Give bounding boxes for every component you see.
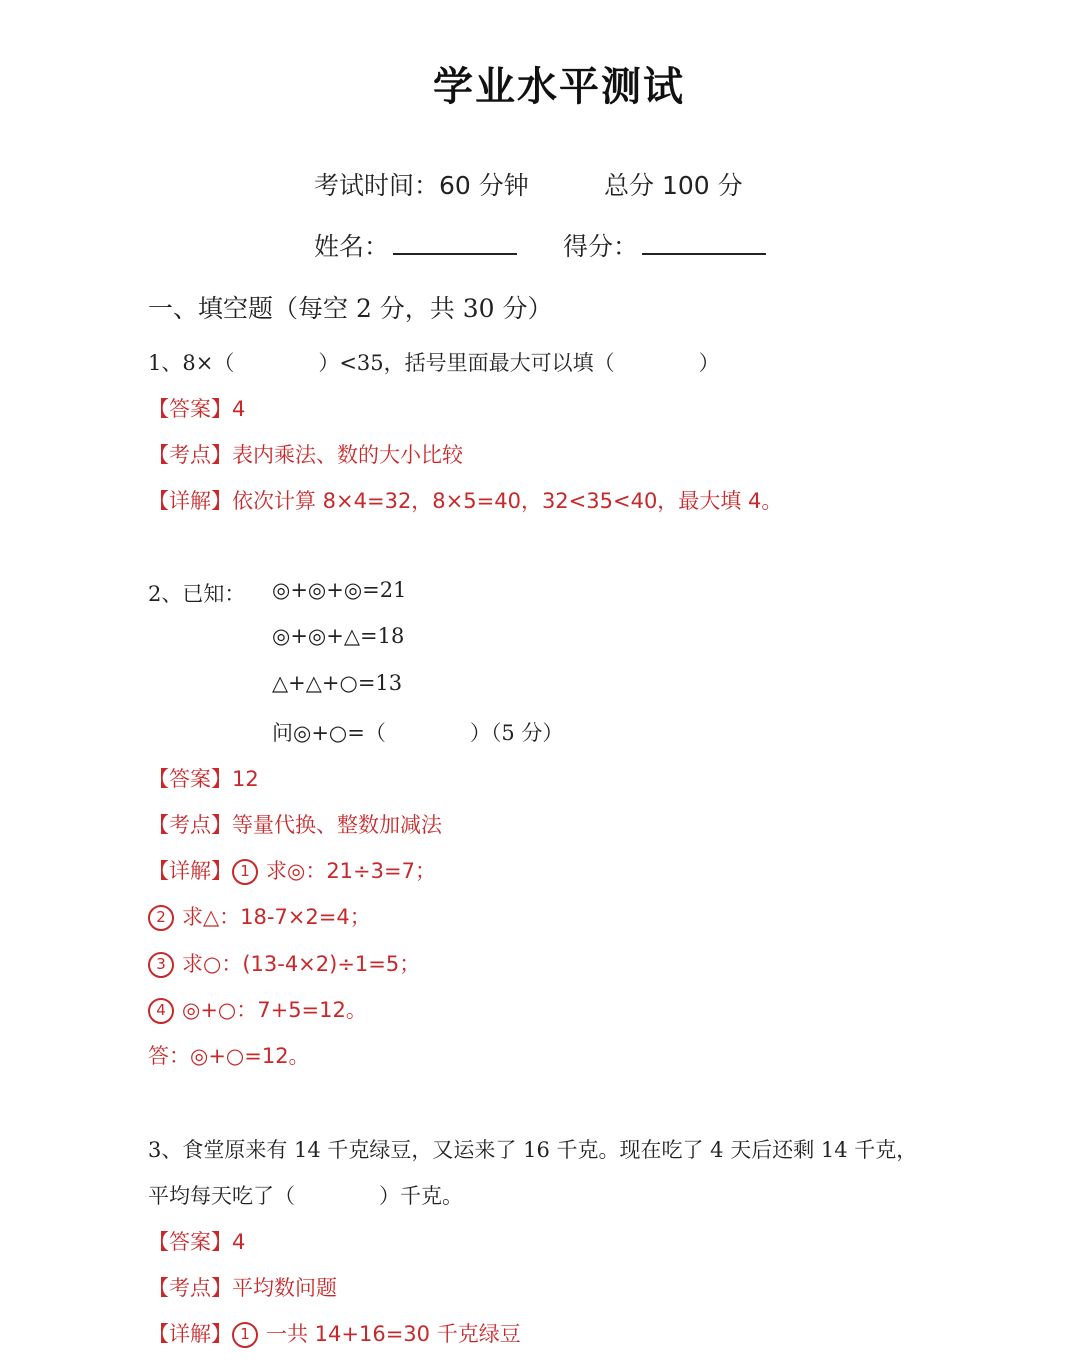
point-label: 【考点】 xyxy=(148,443,232,467)
point-label: 【考点】 xyxy=(148,1276,232,1300)
q2-step-2-row xyxy=(148,901,371,931)
q2-step-4: ◎+○：7+5=12。 xyxy=(182,998,367,1022)
q2-point-value: 等量代换、整数加减法 xyxy=(232,813,442,837)
q3-detail xyxy=(148,1318,521,1348)
q1-answer-value: 4 xyxy=(232,397,246,421)
detail-label: 【详解】 xyxy=(148,1322,232,1346)
q1-detail xyxy=(148,485,782,515)
circled-number-2: 2 xyxy=(148,905,174,931)
q2-detail xyxy=(148,855,436,885)
circled-number-4: 4 xyxy=(148,998,174,1024)
circled-number-1: 1 xyxy=(232,859,258,885)
answer-label: 【答案】 xyxy=(148,1230,232,1254)
point-label: 【考点】 xyxy=(148,813,232,837)
name-row xyxy=(314,227,517,263)
q1-point xyxy=(148,439,463,469)
circled-number-1: 1 xyxy=(232,1322,258,1348)
q2-step-1: 求◎：21÷3=7； xyxy=(266,859,436,883)
q2-point xyxy=(148,809,442,839)
page-title: 学业水平测试 xyxy=(433,64,685,110)
q1-detail-value: 依次计算 8×4=32，8×5=40，32<35<40，最大填 4。 xyxy=(232,489,783,513)
answer-label: 【答案】 xyxy=(148,767,232,791)
q2-answer-value: 12 xyxy=(232,767,259,791)
score-row xyxy=(563,227,766,263)
q2-step-2: 求△：18-7×2=4； xyxy=(182,905,371,929)
section-fill-blank-title: 一、填空题（每空 2 分，共 30 分） xyxy=(148,294,553,323)
q2-step-4-row xyxy=(148,994,367,1024)
q2-step-3-row xyxy=(148,948,420,978)
circled-number-3: 3 xyxy=(148,952,174,978)
question-2-prefix: 2、已知： xyxy=(148,582,246,606)
score-blank[interactable] xyxy=(642,231,766,255)
q3-point-value: 平均数问题 xyxy=(232,1276,337,1300)
q2-equation-2: ◎+◎+△=18 xyxy=(272,624,405,648)
q2-question: 问◎+○=（ ）（5 分） xyxy=(272,721,564,745)
question-3-line-1: 3、食堂原来有 14 千克绿豆，又运来了 16 千克。现在吃了 4 天后还剩 14 千克， xyxy=(148,1138,918,1162)
question-3-line-2: 平均每天吃了（ ）千克。 xyxy=(148,1184,463,1208)
detail-label: 【详解】 xyxy=(148,859,232,883)
detail-label: 【详解】 xyxy=(148,489,232,513)
q1-point-value: 表内乘法、数的大小比较 xyxy=(232,443,463,467)
q3-answer xyxy=(148,1226,245,1256)
q1-answer xyxy=(148,393,245,423)
q2-conclusion: 答：◎+○=12。 xyxy=(148,1044,310,1068)
q3-point xyxy=(148,1272,337,1302)
answer-label: 【答案】 xyxy=(148,397,232,421)
name-blank[interactable] xyxy=(393,231,517,255)
q3-step-1: 一共 14+16=30 千克绿豆 xyxy=(266,1322,521,1346)
score-label: 得分： xyxy=(563,232,639,261)
q3-answer-value: 4 xyxy=(232,1230,246,1254)
exam-time: 考试时间：60 分钟 xyxy=(314,171,529,200)
total-score: 总分 100 分 xyxy=(604,171,743,200)
name-label: 姓名： xyxy=(314,232,390,261)
question-1-text: 1、8×（ ）<35，括号里面最大可以填（ ） xyxy=(148,351,720,375)
q2-step-3: 求○：(13-4×2)÷1=5； xyxy=(182,952,421,976)
q2-equation-3: △+△+○=13 xyxy=(272,671,403,695)
q2-answer xyxy=(148,763,259,793)
q2-equation-1: ◎+◎+◎=21 xyxy=(272,578,407,602)
